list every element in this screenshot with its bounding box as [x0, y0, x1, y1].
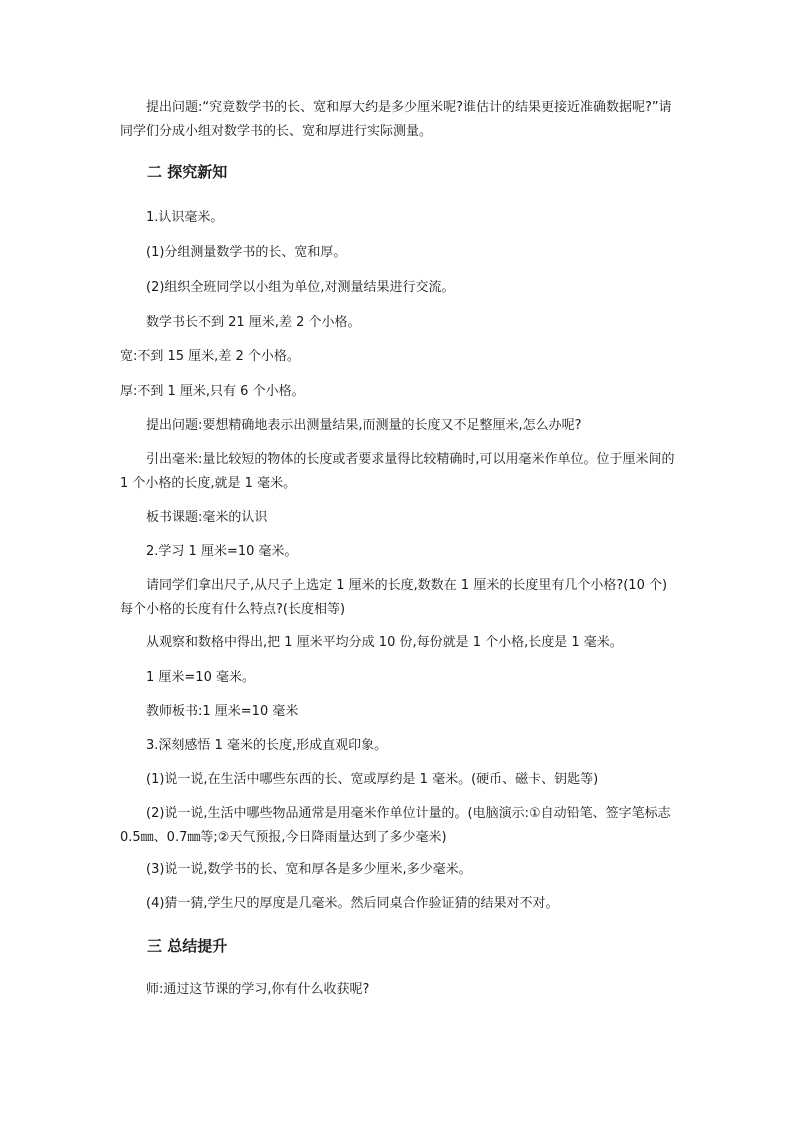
paragraph-equation: 1 厘米=10 毫米。 — [146, 670, 255, 685]
paragraph-observe-conclusion: 从观察和数格中得出,把 1 厘米平均分成 10 份,每份就是 1 个小格,长度是 1 毫米。 — [146, 635, 623, 650]
paragraph-guess: (4)猜一猜,学生尺的厚度是几毫米。然后同桌合作验证猜的结果对不对。 — [146, 896, 559, 911]
paragraph-book-length: 数学书长不到 21 厘米,差 2 个小格。 — [146, 315, 361, 330]
paragraph-teacher-question: 师:通过这节课的学习,你有什么收获呢? — [146, 982, 370, 997]
paragraph-question-intro: 提出问题:“究竟数学书的长、宽和厚大约是多少厘米呢?谁估计的结果更接近准确数据呢?”请同学们分成小组对数学书的长、宽和厚进行实际测量。 — [120, 100, 672, 139]
paragraph-book-thickness: 厚:不到 1 厘米,只有 6 个小格。 — [120, 384, 305, 399]
paragraph-ruler-activity: 请同学们拿出尺子,从尺子上选定 1 厘米的长度,数数在 1 厘米的长度里有几个小格?(10 个)每个小格的长度有什么特点?(长度相等) — [120, 578, 668, 617]
paragraph-say-1: (1)说一说,在生活中哪些东西的长、宽或厚约是 1 毫米。(硬币、磁卡、钥匙等) — [146, 772, 599, 787]
paragraph-say-2: (2)说一说,生活中哪些物品通常是用毫米作单位计量的。(电脑演示:①自动铅笔、签字笔标志 0.5㎜、0.7㎜等;②天气预报,今日降雨量达到了多少毫米) — [120, 806, 671, 845]
paragraph-know-mm: 1.认识毫米。 — [146, 210, 224, 225]
paragraph-say-3: (3)说一说,数学书的长、宽和厚各是多少厘米,多少毫米。 — [146, 862, 472, 877]
section-heading-summary: 三 总结提升 — [147, 937, 228, 955]
paragraph-book-width: 宽:不到 15 厘米,差 2 个小格。 — [120, 349, 300, 364]
paragraph-precision-question: 提出问题:要想精确地表示出测量结果,而测量的长度又不足整厘米,怎么办呢? — [146, 418, 582, 433]
section-heading-explore: 二 探究新知 — [147, 163, 228, 181]
paragraph-board-title: 板书课题:毫米的认识 — [146, 510, 268, 525]
paragraph-teacher-board: 教师板书:1 厘米=10 毫米 — [146, 704, 299, 719]
paragraph-learn-cm-mm: 2.学习 1 厘米=10 毫米。 — [146, 544, 298, 559]
paragraph-perceive-mm: 3.深刻感悟 1 毫米的长度,形成直观印象。 — [146, 738, 388, 753]
paragraph-introduce-mm: 引出毫米:量比较短的物体的长度或者要求量得比较精确时,可以用毫米作单位。位于厘米间的 1 个小格的长度,就是 1 毫米。 — [120, 452, 675, 491]
paragraph-class-exchange: (2)组织全班同学以小组为单位,对测量结果进行交流。 — [146, 280, 455, 295]
paragraph-group-measure: (1)分组测量数学书的长、宽和厚。 — [146, 245, 347, 260]
